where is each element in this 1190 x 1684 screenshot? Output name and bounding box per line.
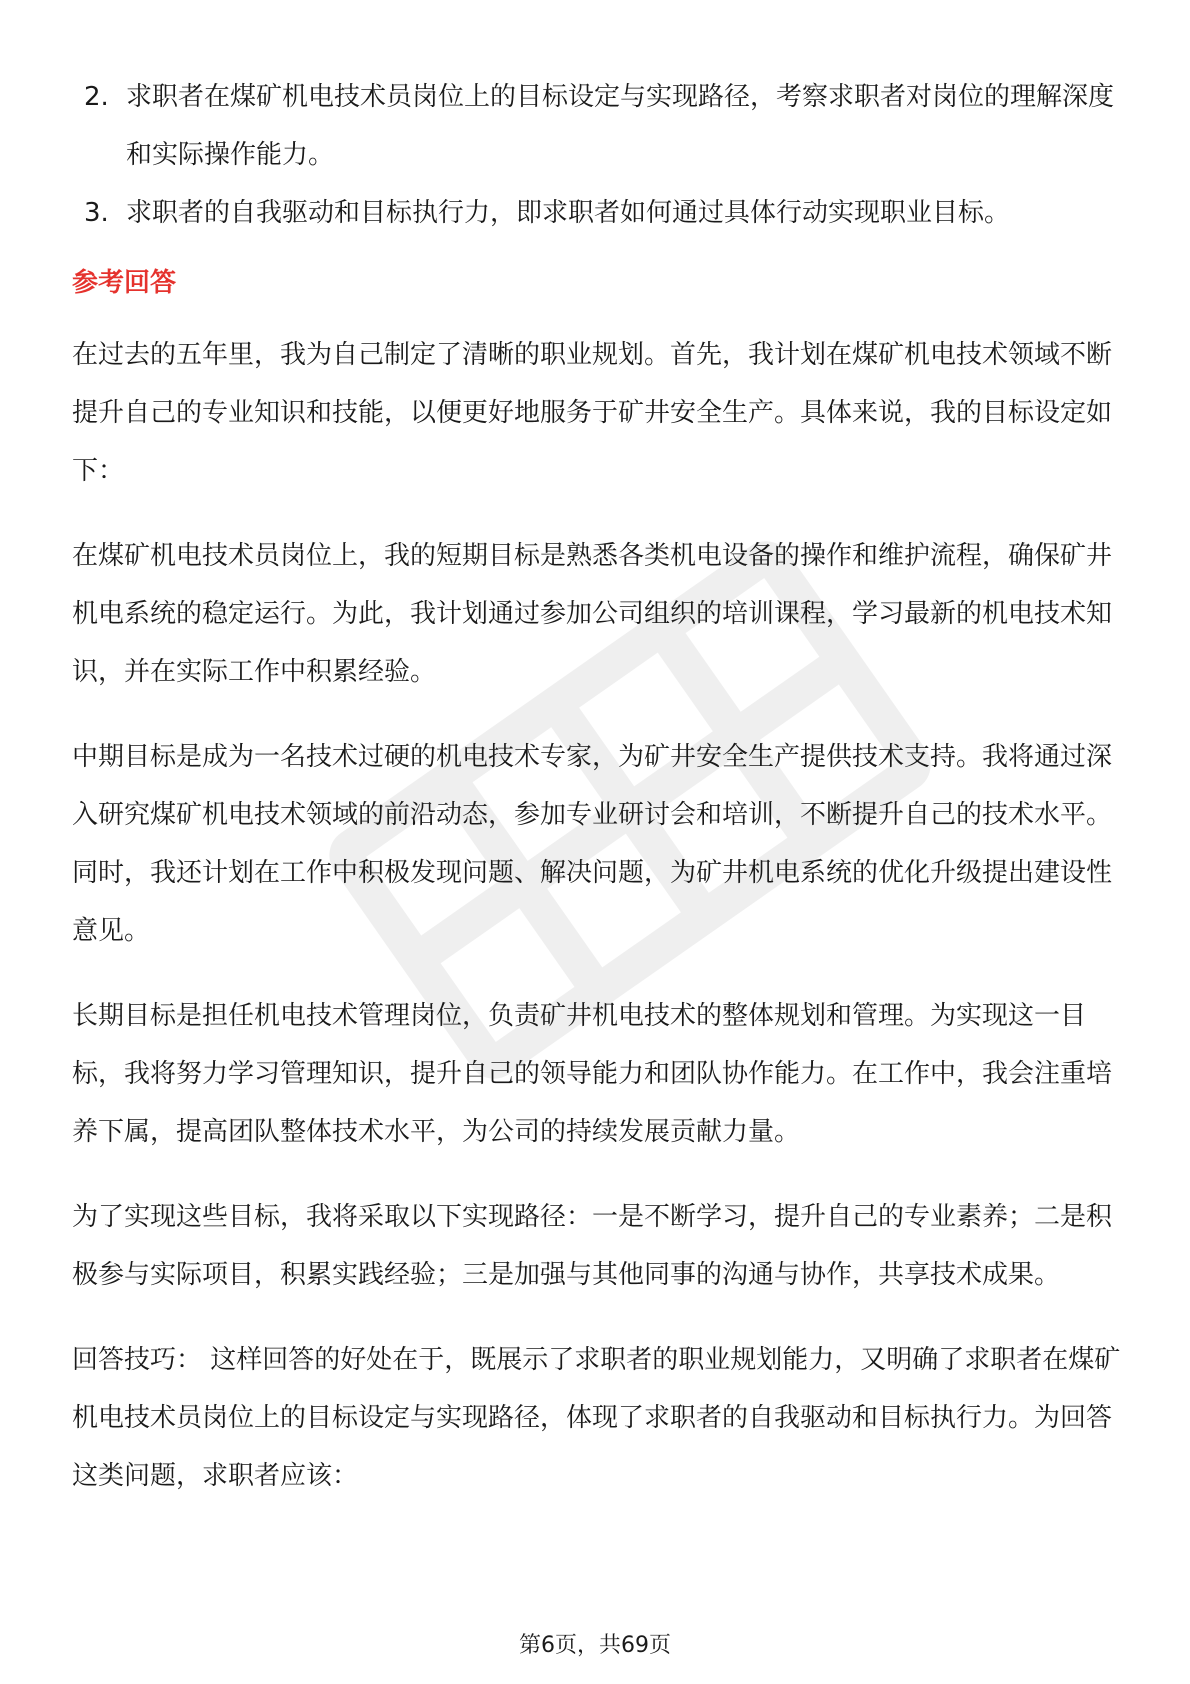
list-item-text: 求职者在煤矿机电技术员岗位上的目标设定与实现路径，考察求职者对岗位的理解深度和实际操作能力。 xyxy=(126,82,1115,170)
paragraph: 回答技巧： 这样回答的好处在于，既展示了求职者的职业规划能力，又明确了求职者在煤矿机电技术员岗位上的目标设定与实现路径，体现了求职者的自我驱动和目标执行力。为回答这类问题，求职者应该： xyxy=(72,1345,1121,1491)
paragraph: 为了实现这些目标，我将采取以下实现路径：一是不断学习，提升自己的专业素养；二是积极参与实际项目，积累实践经验；三是加强与其他同事的沟通与协作，共享技术成果。 xyxy=(72,1202,1113,1290)
main-content xyxy=(72,68,1122,1532)
list-number: 3. xyxy=(84,198,109,228)
list-item xyxy=(72,68,1122,184)
list-item xyxy=(72,184,1122,242)
paragraph: 在过去的五年里，我为自己制定了清晰的职业规划。首先，我计划在煤矿机电技术领域不断提升自己的专业知识和技能，以便更好地服务于矿井安全生产。具体来说，我的目标设定如下： xyxy=(72,340,1113,486)
list-item-text: 求职者的自我驱动和目标执行力，即求职者如何通过具体行动实现职业目标。 xyxy=(126,198,1011,228)
page-number-footer: 第6页，共69页 xyxy=(519,1633,671,1658)
paragraph: 长期目标是担任机电技术管理岗位，负责矿井机电技术的整体规划和管理。为实现这一目标，我将努力学习管理知识，提升自己的领导能力和团队协作能力。在工作中，我会注重培养下属，提高团队整体技术水平，为公司的持续发展贡献力量。 xyxy=(72,1001,1113,1147)
list-number: 2. xyxy=(84,82,109,112)
section-title: 参考回答 xyxy=(72,268,177,298)
paragraph: 中期目标是成为一名技术过硬的机电技术专家，为矿井安全生产提供技术支持。我将通过深入研究煤矿机电技术领域的前沿动态，参加专业研讨会和培训，不断提升自己的技术水平。同时，我还计划在工作中积极发现问题、解决问题，为矿井机电系统的优化升级提出建设性意见。 xyxy=(72,742,1113,946)
numbered-list xyxy=(72,68,1122,242)
paragraph: 在煤矿机电技术员岗位上，我的短期目标是熟悉各类机电设备的操作和维护流程，确保矿井机电系统的稳定运行。为此，我计划通过参加公司组织的培训课程，学习最新的机电技术知识，并在实际工作中积累经验。 xyxy=(72,541,1113,687)
